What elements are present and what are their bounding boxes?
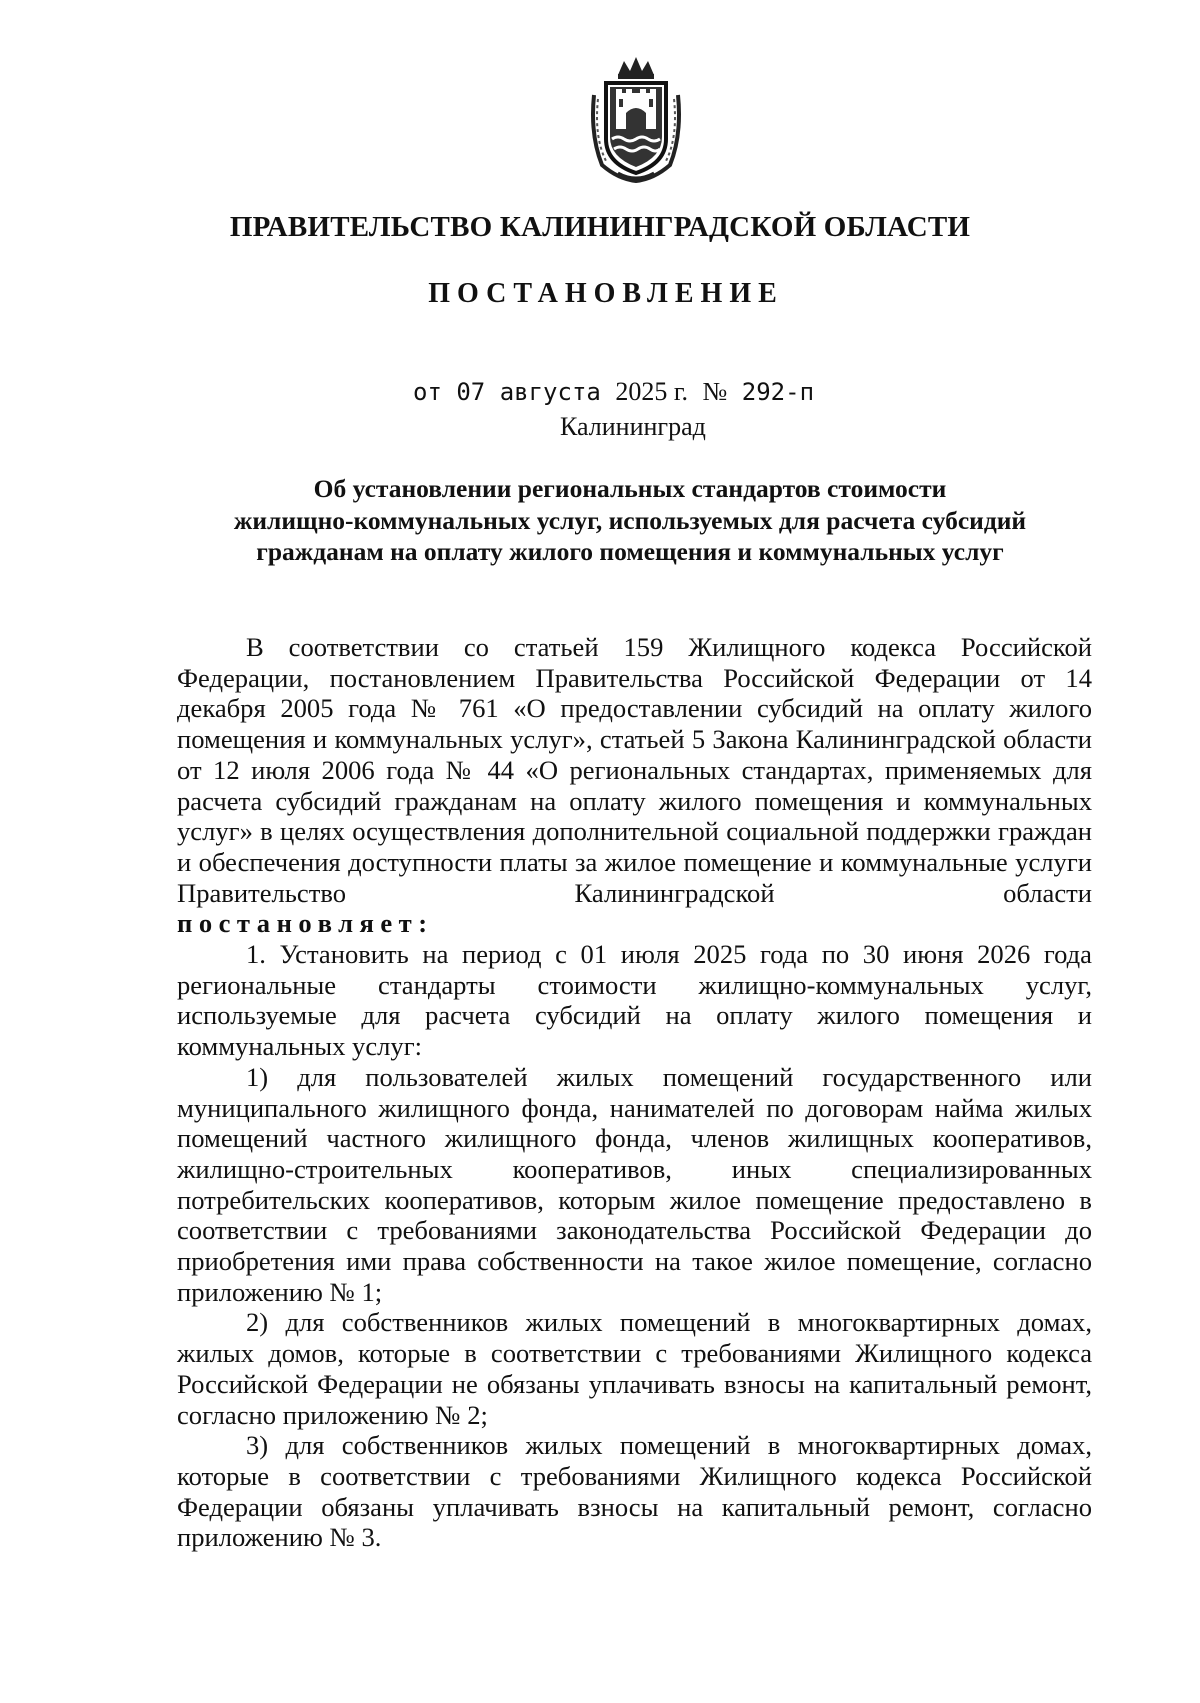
government-title: ПРАВИТЕЛЬСТВО КАЛИНИНГРАДСКОЙ ОБЛАСТИ: [229, 211, 971, 243]
subitem-1-paragraph: 1) для пользователей жилых помещений государственного или муниципального жилищного фонда, нанимателей по договорам найма жилых помещений частного жилищного фонда, членов жилищных кооперативов, жилищно-строительных кооперативов, иных специализированных потребительских кооперативов, которым жилое помещение предоставлено в соответствии с требованиями законодательства Российской Федерации до приобретения ими права собственности на такое жилое помещение, согласно приложению № 1;: [177, 1061, 1092, 1307]
number-label: №: [702, 377, 728, 406]
subject-line: Об установлении региональных стандартов стоимости: [313, 474, 947, 503]
preamble-paragraph: В соответствии со статьей 159 Жилищного кодекса Российской Федерации, постановлением Правительства Российской Федерации от 14 декабря 2005 года № 761 «О предоставлении субсидий на оплату жилого помещения и коммунальных услуг», статьей 5 Закона Калининградской области от 12 июля 2006 года № 44 «О региональных стандартах, применяемых для расчета субсидий гражданам на оплату жилого помещения и коммунальных услуг» в целях осуществления дополнительной социальной поддержки граждан и обеспечения доступности платы за жилое помещение и коммунальные услуги Правительство Калининградской области: [177, 632, 1092, 908]
date-prefix: от: [413, 378, 442, 406]
subitem-2-paragraph: 2) для собственников жилых помещений в многоквартирных домах, жилых домов, которые в соответствии с требованиями Жилищного кодекса Российской Федерации не обязаны уплачивать взносы на капитальный ремонт, согласно приложению № 2;: [177, 1307, 1092, 1430]
subject-line: гражданам на оплату жилого помещения и коммунальных услуг: [256, 537, 1004, 566]
date-day-month: 07 августа: [456, 378, 601, 406]
date-year: 2025 г.: [615, 377, 689, 406]
date-line: [413, 377, 814, 407]
document-subject: [170, 473, 1090, 568]
document-body: [177, 632, 1092, 1553]
document-number: 292-п: [741, 378, 815, 406]
city: Калининград: [560, 412, 706, 441]
subitem-3-paragraph: 3) для собственников жилых помещений в многоквартирных домах, которые в соответствии с требованиями Жилищного кодекса Российской Федерации обязаны уплачивать взносы на капитальный ремонт, согласно приложению № 3.: [177, 1430, 1092, 1553]
subject-line: жилищно-коммунальных услуг, используемых для расчета субсидий: [233, 505, 1027, 535]
document-type: ПОСТАНОВЛЕНИЕ: [428, 278, 784, 309]
item-1-paragraph: 1. Установить на период с 01 июля 2025 года по 30 июня 2026 года региональные стандарты стоимости жилищно-коммунальных услуг, используемые для расчета субсидий на оплату жилого помещения и коммунальных услуг:: [177, 939, 1092, 1062]
decree-word: постановляет:: [177, 908, 434, 939]
coat-of-arms-icon: [588, 55, 684, 185]
